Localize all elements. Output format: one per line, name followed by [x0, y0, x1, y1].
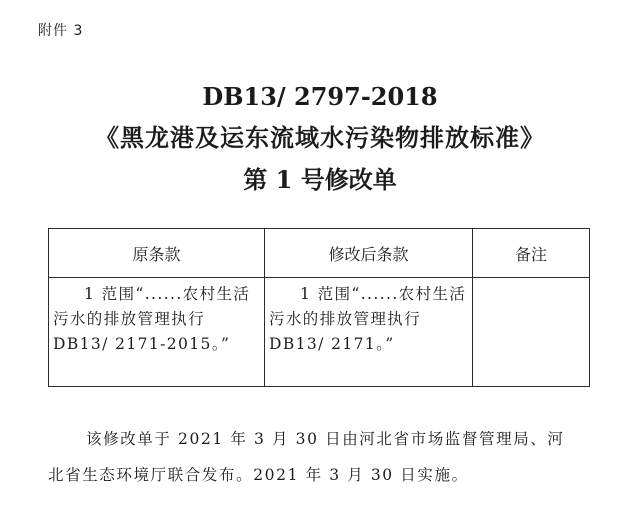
attachment-label: 附件 3 [38, 23, 84, 39]
table-header-row [49, 229, 590, 278]
standard-number: DB13/ 2797-2018 [202, 82, 438, 111]
original-clause-cell: 1 范围“......农村生活污水的排放管理执行 DB13/ 2171-2015。” [49, 278, 265, 387]
header-amended-clause: 修改后条款 [265, 229, 473, 278]
notice-line-1: 该修改单于 2021 年 3 月 30 日由河北省市场监督管理局、河 [86, 430, 565, 448]
header-original-clause: 原条款 [49, 229, 265, 278]
table-row [49, 278, 590, 387]
standard-title: 《黑龙港及运东流域水污染物排放标准》 [95, 123, 545, 152]
amended-clause-cell: 1 范围“......农村生活污水的排放管理执行 DB13/ 2171。” [265, 278, 473, 387]
header-remark: 备注 [473, 229, 590, 278]
amendment-table [48, 228, 590, 387]
notice-line-2: 北省生态环境厅联合发布。2021 年 3 月 30 日实施。 [48, 466, 469, 484]
remark-cell [473, 278, 590, 387]
amendment-title: 第 1 号修改单 [243, 165, 397, 194]
